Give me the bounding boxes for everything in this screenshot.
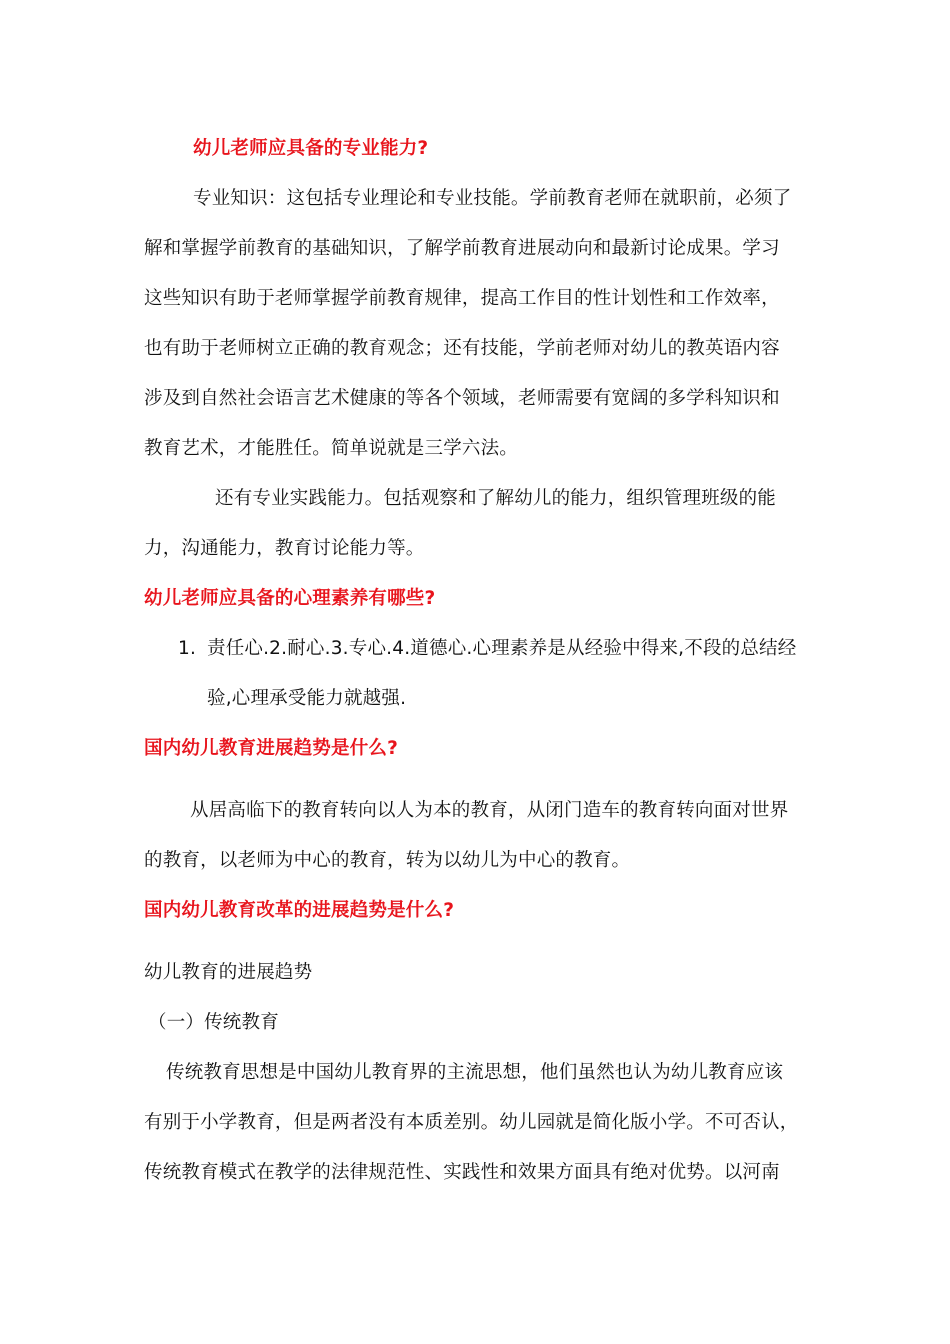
paragraph-line: 从居高临下的教育转向以人为本的教育，从闭门造车的教育转向面对世界	[190, 800, 789, 821]
section-heading: 幼儿老师应具备的专业能力?	[193, 138, 429, 159]
list-item-line: 责任心.2.耐心.3.专心.4.道德心.心理素养是从经验中得来,不段的总结经	[207, 638, 797, 659]
section-heading: 国内幼儿教育改革的进展趋势是什么?	[144, 900, 455, 921]
subheading-line: （一）传统教育	[148, 1012, 279, 1033]
section-heading: 国内幼儿教育进展趋势是什么?	[144, 738, 399, 759]
paragraph-line: 也有助于老师树立正确的教育观念；还有技能，学前老师对幼儿的教英语内容	[144, 338, 780, 359]
paragraph-line: 的教育，以老师为中心的教育，转为以幼儿为中心的教育。	[144, 850, 631, 871]
paragraph-line: 教育艺术，才能胜任。简单说就是三学六法。	[144, 438, 519, 459]
paragraph-line: 解和掌握学前教育的基础知识，了解学前教育进展动向和最新讨论成果。学习	[144, 238, 780, 259]
paragraph-line: 力，沟通能力，教育讨论能力等。	[144, 538, 425, 559]
section-heading: 幼儿老师应具备的心理素养有哪些?	[144, 588, 436, 609]
list-item-line: 验,心理承受能力就越强.	[207, 688, 407, 709]
paragraph-line: 传统教育思想是中国幼儿教育界的主流思想，他们虽然也认为幼儿教育应该	[166, 1062, 784, 1083]
list-number: 1.	[178, 638, 197, 659]
paragraph-line: 还有专业实践能力。包括观察和了解幼儿的能力，组织管理班级的能	[215, 488, 777, 509]
paragraph-line: 幼儿教育的进展趋势	[144, 962, 313, 983]
paragraph-line: 传统教育模式在教学的法律规范性、实践性和效果方面具有绝对优势。以河南	[144, 1162, 780, 1183]
paragraph-line: 专业知识：这包括专业理论和专业技能。学前教育老师在就职前，必须了	[193, 188, 792, 209]
paragraph-line: 这些知识有助于老师掌握学前教育规律，提高工作目的性计划性和工作效率，	[144, 288, 780, 309]
paragraph-line: 有别于小学教育，但是两者没有本质差别。幼儿园就是简化版小学。不可否认，	[144, 1112, 799, 1133]
paragraph-line: 涉及到自然社会语言艺术健康的等各个领域，老师需要有宽阔的多学科知识和	[144, 388, 780, 409]
